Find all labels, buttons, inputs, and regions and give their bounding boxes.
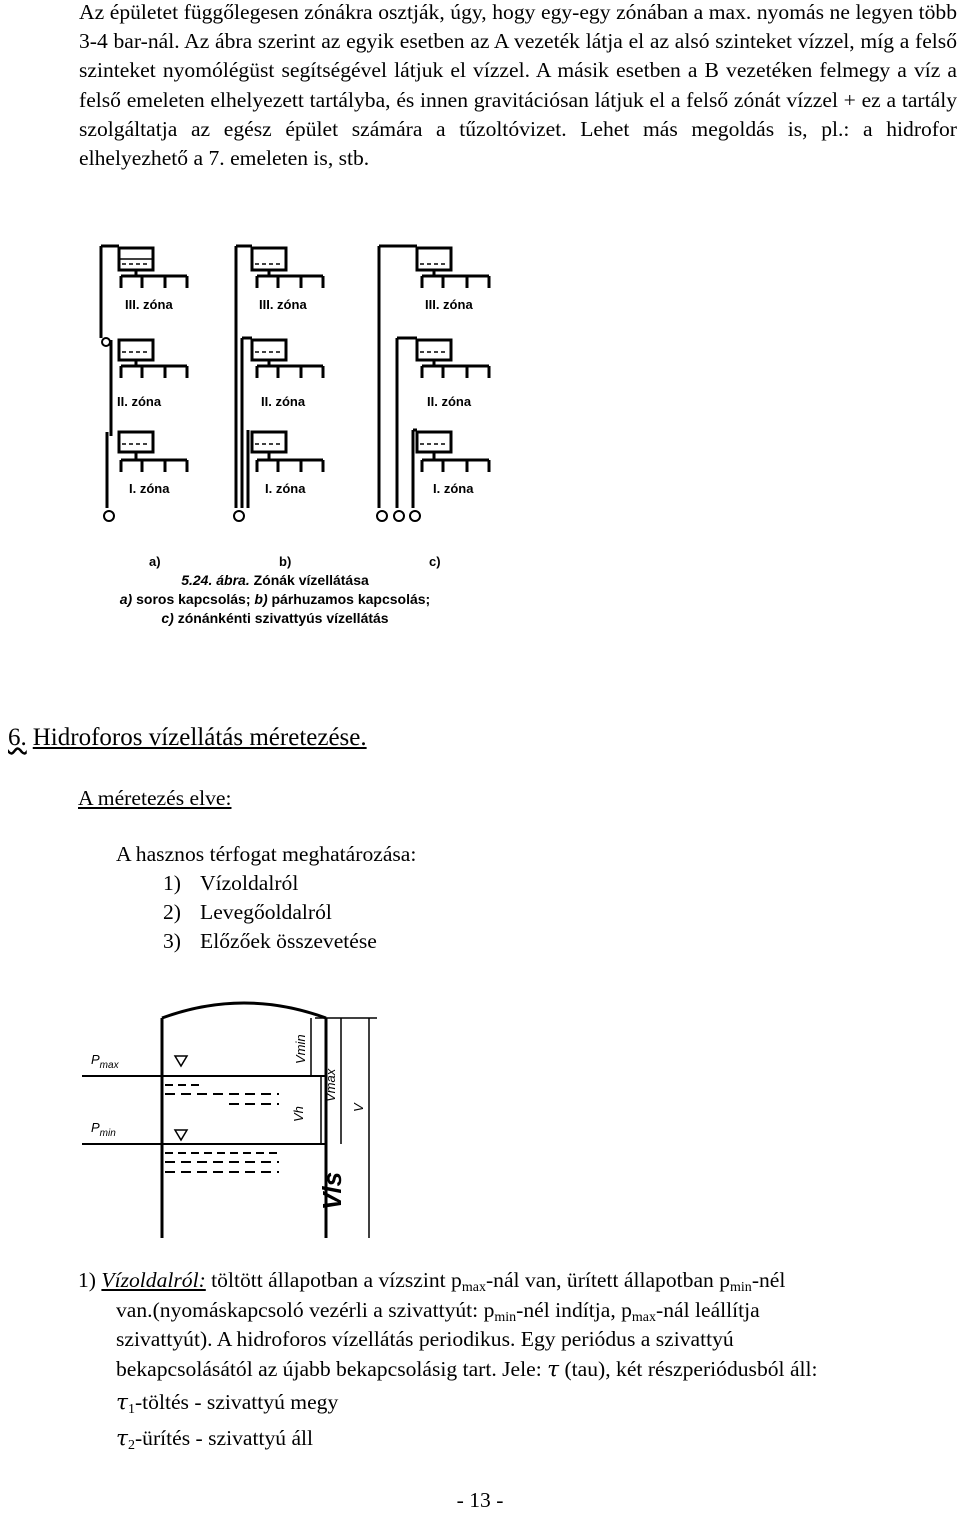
vmin-label: Vmin xyxy=(293,1034,308,1064)
intro-paragraph: Az épületet függőlegesen zónákra osztják, úgy, hogy egy-egy zónában a max. nyomás ne legyen több 3-4 bar-nál. Az ábra szerint az egyik esetben az A vezeték látja el az alsó szinteket vízzel, míg a felső szinteket nyomólégüst segítségével látjuk el vízzel. A másik esetben a B vezetéken felmegy a víz a felső emeleten elhelyezett tartályba, és innen gravitációsan látjuk el a felső zónát vízzel + ez a tartály szolgáltatja az egész épület számára a tűzoltóvizet. Lehet más megoldás is, pl.: a hidrofor elhelyezhető a 7. emeleten is, stb. xyxy=(79,0,957,171)
zone-label: III. zóna xyxy=(125,297,173,312)
subheading: A méretezés elve: xyxy=(78,786,232,810)
list-item: 1) Vízoldalról xyxy=(163,871,299,895)
figure-caption-line-2: c) zónánkénti szivattyús vízellátás xyxy=(161,610,389,626)
figure-caption-title: 5.24. ábra. Zónák vízellátása xyxy=(181,572,369,588)
tau-symbol: τ xyxy=(547,1356,560,1382)
vis-label: Vis xyxy=(317,1171,347,1210)
zone-label: II. zóna xyxy=(261,394,306,409)
zone-label: III. zóna xyxy=(425,297,473,312)
section-title: 6. Hidroforos vízellátás méretezése. xyxy=(8,724,367,751)
zone-label: I. zóna xyxy=(129,481,170,496)
pmin-label: $P_{min}$ xyxy=(91,1120,116,1139)
method-list xyxy=(163,869,377,956)
emphasis-term: Vízoldalról: xyxy=(101,1268,206,1292)
zone-supply-figure xyxy=(79,196,511,664)
zone-label: II. zóna xyxy=(427,394,472,409)
vh-label: Vh xyxy=(291,1106,306,1122)
list-item: 3) Előzőek összevetése xyxy=(163,929,377,953)
variant-label-a: a) xyxy=(149,554,161,569)
list-item: 2) Levegőoldalról xyxy=(163,900,332,924)
vmax-label: Vmax xyxy=(323,1068,338,1102)
water-side-paragraph: 1) Vízoldalról: töltött állapotban a vízszint $p_{max}$-nál van, ürített állapotban $p_{min}$-nél van.(nyomáskapcsoló vezérli a szivattyút: $p_{min}$-nél indítja, $p_{max}$-nál leállítja szivattyút). A hidroforos vízellátás periodikus. Egy periódus a szivattyú bekapcsolásától az újabb bekapcsolásig tart. Jele: τ (tau), két részperiódusból áll: $\tau_1$-töltés - szivattyú megy $\tau_2$-ürítés - szivattyú áll xyxy=(78,1268,818,1453)
zone-label: II. zóna xyxy=(117,394,162,409)
pmax-label: $P_{max}$ xyxy=(91,1052,119,1071)
v-label: V xyxy=(351,1103,366,1112)
pressure-tank-figure xyxy=(79,982,389,1238)
variant-label-b: b) xyxy=(279,554,292,569)
lead-line: A hasznos térfogat meghatározása: xyxy=(116,842,417,866)
zone-label: III. zóna xyxy=(259,297,307,312)
zone-label: I. zóna xyxy=(265,481,306,496)
page-number: - 13 - xyxy=(456,1488,504,1512)
zone-label: I. zóna xyxy=(433,481,474,496)
figure-caption-line-1: a) soros kapcsolás; b) párhuzamos kapcsolás; xyxy=(119,591,431,607)
variant-label-c: c) xyxy=(429,554,441,569)
